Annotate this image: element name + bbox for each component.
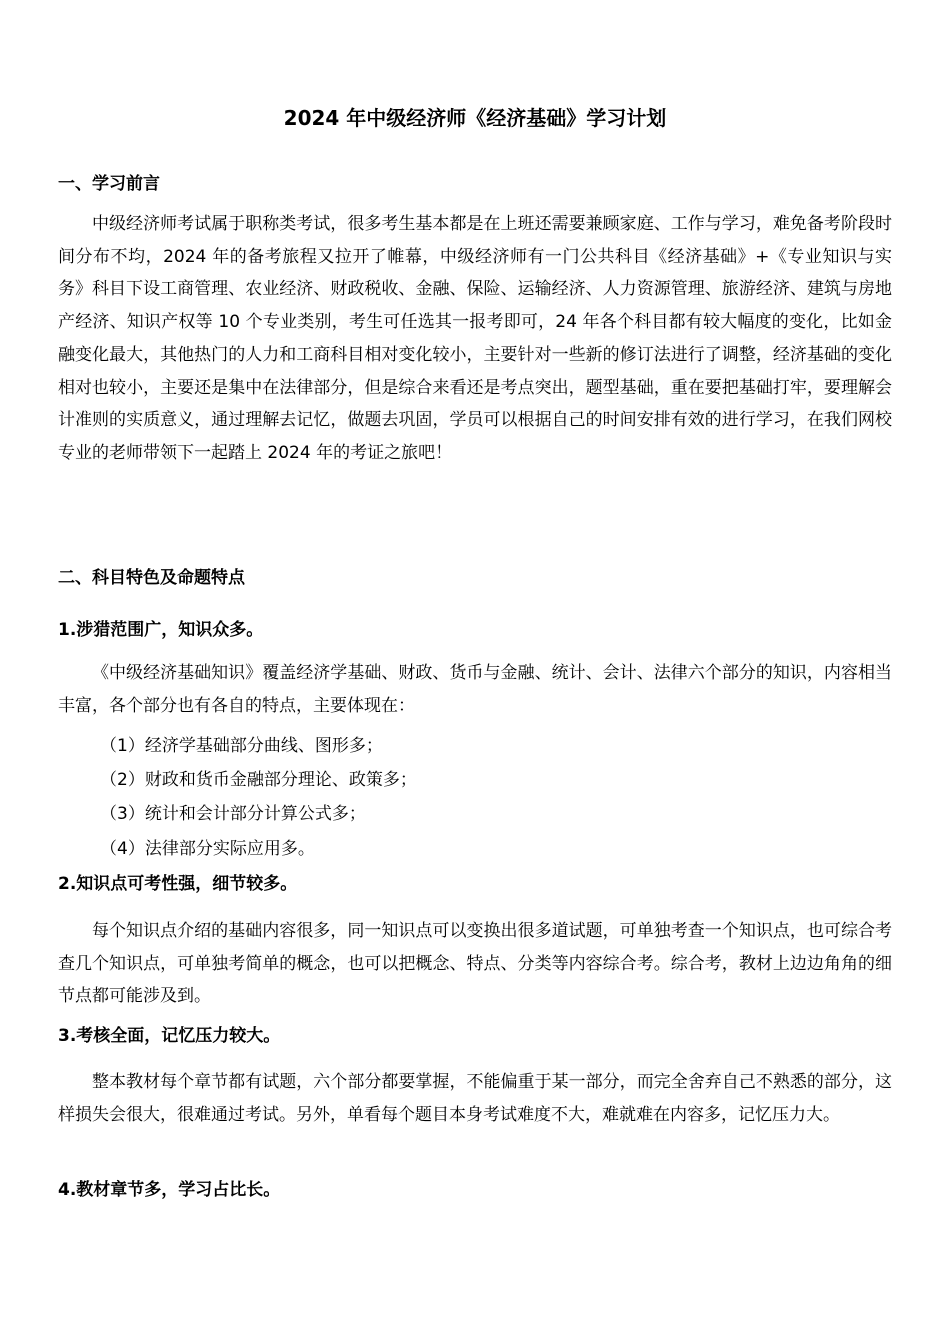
- section-heading-features: 二、科目特色及命题特点: [58, 568, 245, 588]
- broad-scope-paragraph: 《中级经济基础知识》覆盖经济学基础、财政、货币与金融、统计、会计、法律六个部分的知识，内容相当丰富，各个部分也有各自的特点，主要体现在：: [58, 663, 892, 716]
- list-item: （4）法律部分实际应用多。: [100, 839, 315, 859]
- document-title: 2024 年中级经济师《经济基础》学习计划: [283, 106, 667, 130]
- list-item: （2）财政和货币金融部分理论、政策多；: [100, 770, 417, 790]
- section-heading-preface: 一、学习前言: [58, 174, 160, 194]
- subheading-broad-scope: 1.涉猎范围广，知识众多。: [58, 620, 264, 640]
- list-item: （3）统计和会计部分计算公式多；: [100, 804, 366, 824]
- details-paragraph: 每个知识点介绍的基础内容很多，同一知识点可以变换出很多道试题，可单独考查一个知识点，也可综合考查几个知识点，可单独考简单的概念，也可以把概念、特点、分类等内容综合考。综合考，教材上边边角角的细节点都可能涉及到。: [58, 921, 892, 1007]
- subheading-details: 2.知识点可考性强，细节较多。: [58, 874, 298, 894]
- subheading-comprehensive: 3.考核全面，记忆压力较大。: [58, 1026, 281, 1046]
- subheading-chapters: 4.教材章节多，学习占比长。: [58, 1180, 281, 1200]
- list-item: （1）经济学基础部分曲线、图形多；: [100, 736, 383, 756]
- comprehensive-paragraph: 整本教材每个章节都有试题，六个部分都要掌握，不能偏重于某一部分，而完全舍弃自己不熟悉的部分，这样损失会很大，很难通过考试。另外，单看每个题目本身考试难度不大，难就难在内容多，记忆压力大。: [58, 1072, 892, 1125]
- preface-paragraph: 中级经济师考试属于职称类考试，很多考生基本都是在上班还需要兼顾家庭、工作与学习，难免备考阶段时间分布不均，2024 年的备考旅程又拉开了帷幕，中级经济师有一门公共科目《经济基础》+《专业知识与实务》科目下设工商管理、农业经济、财政税收、金融、保险、运输经济、人力资源管理、旅游经济、建筑与房地产经济、知识产权等 10 个专业类别，考生可任选其一报考即可，24 年各个科目都有较大幅度的变化，比如金融变化最大，其他热门的人力和工商科目相对变化较小，主要针对一些新的修订法进行了调整，经济基础的变化相对也较小，主要还是集中在法律部分，但是综合来看还是考点突出，题型基础，重在要把基础打牢，要理解会计准则的实质意义，通过理解去记忆，做题去巩固，学员可以根据自己的时间安排有效的进行学习，在我们网校专业的老师带领下一起踏上 2024 年的考证之旅吧！: [58, 214, 892, 463]
